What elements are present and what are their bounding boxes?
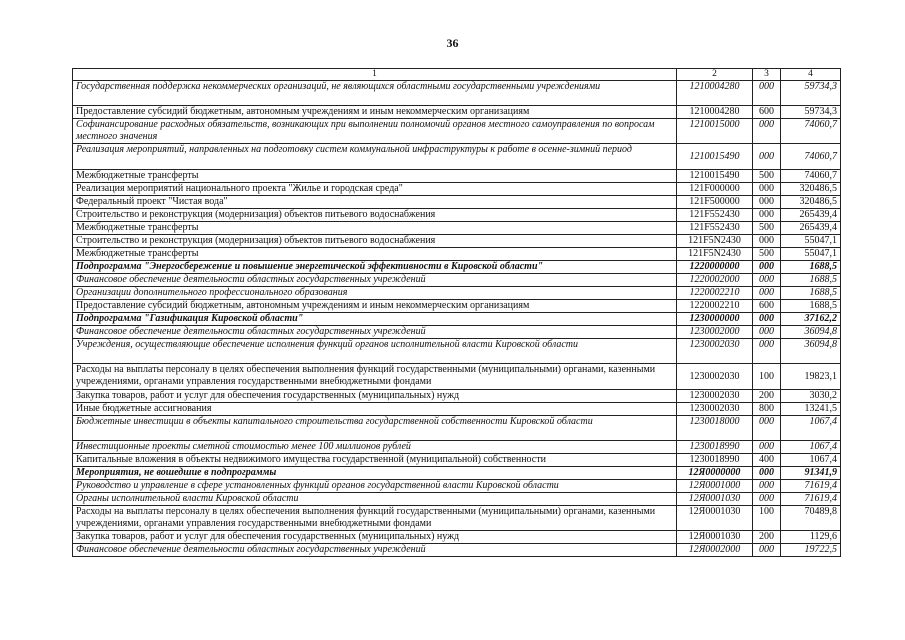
row-amount: 37162,2 xyxy=(781,313,841,326)
row-code: 121F5N2430 xyxy=(677,248,753,261)
row-name: Инвестиционные проекты сметной стоимостью менее 100 миллионов рублей xyxy=(73,441,677,454)
row-expense-type: 100 xyxy=(753,506,781,531)
table-row xyxy=(73,170,841,183)
row-expense-type: 100 xyxy=(753,364,781,390)
row-name: Организации дополнительного профессионального образования xyxy=(73,287,677,300)
row-name: Строительство и реконструкция (модернизация) объектов питьевого водоснабжения xyxy=(73,209,677,222)
row-code: 12Я0001030 xyxy=(677,493,753,506)
table-row xyxy=(73,196,841,209)
row-code: 1210015490 xyxy=(677,144,753,170)
table-row xyxy=(73,544,841,557)
row-name: Финансовое обеспечение деятельности областных государственных учреждений xyxy=(73,326,677,339)
row-expense-type: 800 xyxy=(753,403,781,416)
row-expense-type: 600 xyxy=(753,300,781,313)
row-amount: 74060,7 xyxy=(781,144,841,170)
row-expense-type: 000 xyxy=(753,119,781,144)
table-row xyxy=(73,454,841,467)
table-row xyxy=(73,222,841,235)
row-expense-type: 000 xyxy=(753,196,781,209)
header-col-2: 2 xyxy=(677,69,753,81)
table-row xyxy=(73,326,841,339)
table-row xyxy=(73,390,841,403)
table-row xyxy=(73,119,841,144)
table-row xyxy=(73,81,841,106)
row-expense-type: 200 xyxy=(753,531,781,544)
row-amount: 19722,5 xyxy=(781,544,841,557)
row-expense-type: 000 xyxy=(753,81,781,106)
row-expense-type: 000 xyxy=(753,339,781,364)
row-amount: 320486,5 xyxy=(781,183,841,196)
row-code: 121F000000 xyxy=(677,183,753,196)
table-row xyxy=(73,480,841,493)
row-amount: 320486,5 xyxy=(781,196,841,209)
row-code: 1230002030 xyxy=(677,390,753,403)
table-row xyxy=(73,261,841,274)
row-name: Капитальные вложения в объекты недвижимого имущества государственной (муниципальной) собственности xyxy=(73,454,677,467)
row-expense-type: 000 xyxy=(753,183,781,196)
row-name: Межбюджетные трансферты xyxy=(73,248,677,261)
table-row xyxy=(73,235,841,248)
row-code: 1210004280 xyxy=(677,81,753,106)
page-number: 36 xyxy=(446,36,459,50)
row-name: Учреждения, осуществляющие обеспечение исполнения функций органов исполнительной власти Кировской области xyxy=(73,339,677,364)
row-name: Межбюджетные трансферты xyxy=(73,170,677,183)
row-name: Софинансирование расходных обязательств, возникающих при выполнении полномочий органов местного самоуправления по вопросам местного значения xyxy=(73,119,677,144)
row-code: 1220002210 xyxy=(677,287,753,300)
table-row xyxy=(73,209,841,222)
row-code: 1220000000 xyxy=(677,261,753,274)
row-amount: 3030,2 xyxy=(781,390,841,403)
row-name: Реализация мероприятий, направленных на подготовку систем коммунальной инфраструктуры к работе в осенне-зимний период xyxy=(73,144,677,170)
budget-table xyxy=(72,68,841,557)
row-expense-type: 000 xyxy=(753,274,781,287)
row-code: 12Я0001030 xyxy=(677,531,753,544)
row-expense-type: 500 xyxy=(753,170,781,183)
row-name: Государственная поддержка некоммерческих организаций, не являющихся областными государственными учреждениями xyxy=(73,81,677,106)
header-col-4: 4 xyxy=(781,69,841,81)
row-code: 121F500000 xyxy=(677,196,753,209)
row-name: Федеральный проект "Чистая вода" xyxy=(73,196,677,209)
row-name: Мероприятия, не вошедшие в подпрограммы xyxy=(73,467,677,480)
row-code: 1230018990 xyxy=(677,441,753,454)
table-row xyxy=(73,364,841,390)
row-code: 1230002030 xyxy=(677,339,753,364)
row-code: 1230018990 xyxy=(677,454,753,467)
row-amount: 265439,4 xyxy=(781,222,841,235)
table-header xyxy=(73,69,841,81)
row-amount: 74060,7 xyxy=(781,170,841,183)
row-code: 1210004280 xyxy=(677,106,753,119)
row-amount: 74060,7 xyxy=(781,119,841,144)
row-name: Предоставление субсидий бюджетным, автономным учреждениям и иным некоммерческим организациям xyxy=(73,300,677,313)
table-row xyxy=(73,183,841,196)
row-code: 1230018000 xyxy=(677,416,753,441)
row-amount: 1688,5 xyxy=(781,261,841,274)
row-name: Иные бюджетные ассигнования xyxy=(73,403,677,416)
table-row xyxy=(73,441,841,454)
table-row xyxy=(73,274,841,287)
row-amount: 1067,4 xyxy=(781,416,841,441)
row-amount: 70489,8 xyxy=(781,506,841,531)
row-name: Финансовое обеспечение деятельности областных государственных учреждений xyxy=(73,544,677,557)
header-col-1: 1 xyxy=(73,69,677,81)
table-row xyxy=(73,287,841,300)
row-amount: 1688,5 xyxy=(781,300,841,313)
row-code: 1230002030 xyxy=(677,364,753,390)
row-code: 1230002030 xyxy=(677,403,753,416)
row-amount: 36094,8 xyxy=(781,339,841,364)
row-code: 12Я0002000 xyxy=(677,544,753,557)
row-amount: 1067,4 xyxy=(781,454,841,467)
row-amount: 19823,1 xyxy=(781,364,841,390)
row-amount: 1067,4 xyxy=(781,441,841,454)
row-amount: 59734,3 xyxy=(781,81,841,106)
row-expense-type: 000 xyxy=(753,480,781,493)
row-expense-type: 500 xyxy=(753,248,781,261)
row-name: Строительство и реконструкция (модернизация) объектов питьевого водоснабжения xyxy=(73,235,677,248)
row-expense-type: 000 xyxy=(753,287,781,300)
row-name: Подпрограмма "Газификация Кировской области" xyxy=(73,313,677,326)
row-code: 12Я0001000 xyxy=(677,480,753,493)
row-name: Органы исполнительной власти Кировской области xyxy=(73,493,677,506)
row-amount: 71619,4 xyxy=(781,480,841,493)
row-code: 1220002210 xyxy=(677,300,753,313)
row-name: Руководство и управление в сфере установленных функций органов государственной власти Кировской области xyxy=(73,480,677,493)
table-row xyxy=(73,493,841,506)
row-amount: 55047,1 xyxy=(781,235,841,248)
row-code: 12Я0000000 xyxy=(677,467,753,480)
row-code: 1220002000 xyxy=(677,274,753,287)
row-expense-type: 000 xyxy=(753,441,781,454)
row-expense-type: 000 xyxy=(753,235,781,248)
row-expense-type: 400 xyxy=(753,454,781,467)
table-row xyxy=(73,248,841,261)
row-code: 1230000000 xyxy=(677,313,753,326)
row-expense-type: 000 xyxy=(753,326,781,339)
row-amount: 55047,1 xyxy=(781,248,841,261)
row-code: 1210015490 xyxy=(677,170,753,183)
row-name: Реализация мероприятий национального проекта "Жилье и городская среда" xyxy=(73,183,677,196)
row-expense-type: 500 xyxy=(753,222,781,235)
table-row xyxy=(73,506,841,531)
row-code: 1210015000 xyxy=(677,119,753,144)
table-row xyxy=(73,339,841,364)
row-expense-type: 000 xyxy=(753,144,781,170)
table-row xyxy=(73,144,841,170)
row-amount: 265439,4 xyxy=(781,209,841,222)
row-amount: 1129,6 xyxy=(781,531,841,544)
table-row xyxy=(73,313,841,326)
row-name: Предоставление субсидий бюджетным, автономным учреждениям и иным некоммерческим организациям xyxy=(73,106,677,119)
row-code: 121F5N2430 xyxy=(677,235,753,248)
row-amount: 91341,9 xyxy=(781,467,841,480)
row-name: Закупка товаров, работ и услуг для обеспечения государственных (муниципальных) нужд xyxy=(73,390,677,403)
table-row xyxy=(73,300,841,313)
row-amount: 59734,3 xyxy=(781,106,841,119)
row-expense-type: 000 xyxy=(753,544,781,557)
row-name: Закупка товаров, работ и услуг для обеспечения государственных (муниципальных) нужд xyxy=(73,531,677,544)
row-expense-type: 200 xyxy=(753,390,781,403)
row-amount: 71619,4 xyxy=(781,493,841,506)
row-code: 1230002000 xyxy=(677,326,753,339)
row-name: Межбюджетные трансферты xyxy=(73,222,677,235)
row-code: 121F552430 xyxy=(677,222,753,235)
header-col-3: 3 xyxy=(753,69,781,81)
row-amount: 36094,8 xyxy=(781,326,841,339)
table-body xyxy=(73,81,841,557)
row-expense-type: 000 xyxy=(753,261,781,274)
table-row xyxy=(73,531,841,544)
row-expense-type: 000 xyxy=(753,416,781,441)
row-expense-type: 600 xyxy=(753,106,781,119)
row-expense-type: 000 xyxy=(753,313,781,326)
row-amount: 13241,5 xyxy=(781,403,841,416)
row-code: 121F552430 xyxy=(677,209,753,222)
row-name: Расходы на выплаты персоналу в целях обеспечения выполнения функций государственными (муниципальными) органами, казенными учреждениями, органами управления государственными внебюджетными фондами xyxy=(73,364,677,390)
table-row xyxy=(73,403,841,416)
table-row xyxy=(73,416,841,441)
row-name: Бюджетные инвестиции в объекты капитального строительства государственной собственности Кировской области xyxy=(73,416,677,441)
row-name: Подпрограмма "Энергосбережение и повышение энергетической эффективности в Кировской области" xyxy=(73,261,677,274)
row-amount: 1688,5 xyxy=(781,274,841,287)
table-row xyxy=(73,106,841,119)
row-amount: 1688,5 xyxy=(781,287,841,300)
row-expense-type: 000 xyxy=(753,467,781,480)
row-name: Расходы на выплаты персоналу в целях обеспечения выполнения функций государственными (муниципальными) органами, казенными учреждениями, органами управления государственными внебюджетными фондами xyxy=(73,506,677,531)
table-row xyxy=(73,467,841,480)
row-name: Финансовое обеспечение деятельности областных государственных учреждений xyxy=(73,274,677,287)
row-expense-type: 000 xyxy=(753,493,781,506)
row-code: 12Я0001030 xyxy=(677,506,753,531)
row-expense-type: 000 xyxy=(753,209,781,222)
